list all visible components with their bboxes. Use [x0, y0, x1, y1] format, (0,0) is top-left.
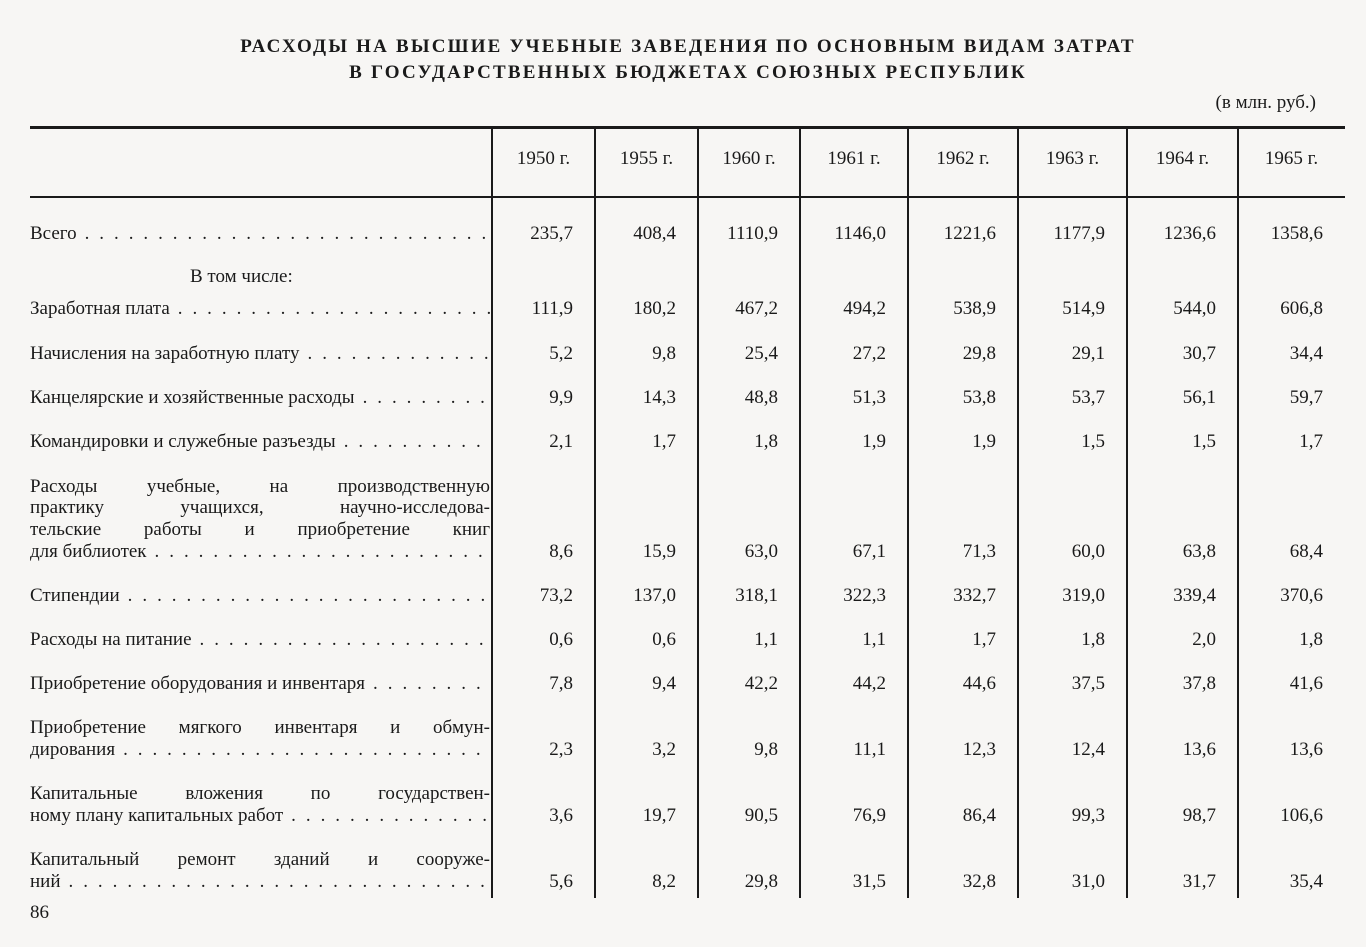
table-cell: 68,4	[1289, 541, 1323, 562]
table-top-rule	[30, 126, 1345, 129]
table-cell: 322,3	[843, 585, 886, 606]
table-cell: 1,1	[754, 629, 778, 650]
table-cell: 14,3	[642, 387, 676, 408]
dot-leader	[344, 431, 490, 453]
table-cell: 180,2	[633, 298, 676, 319]
table-cell: 1,8	[1081, 629, 1105, 650]
column-header: 1964 г.	[1155, 148, 1210, 169]
table-cell: 3,6	[549, 805, 573, 826]
table-cell: 31,0	[1071, 871, 1105, 892]
row-label-text: Капитальные вложения по государствен-	[30, 783, 490, 805]
column-header: 1950 г.	[516, 148, 571, 169]
table-cell: 370,6	[1280, 585, 1323, 606]
table-cell: 12,4	[1071, 739, 1105, 760]
dot-leader	[123, 739, 490, 761]
table-cell: 48,8	[744, 387, 778, 408]
table-cell: 30,7	[1182, 343, 1216, 364]
table-cell: 3,2	[652, 739, 676, 760]
table-cell: 137,0	[633, 585, 676, 606]
table-cell: 63,8	[1182, 541, 1216, 562]
table-cell: 56,1	[1182, 387, 1216, 408]
table-cell: 111,9	[531, 298, 573, 319]
dot-leader	[178, 298, 490, 320]
table-cell: 1146,0	[834, 223, 886, 244]
column-header: 1955 г.	[619, 148, 674, 169]
table-cell: 1,1	[862, 629, 886, 650]
row-label-text: Приобретение оборудования и инвентаря	[30, 673, 366, 694]
table-cell: 1,7	[972, 629, 996, 650]
dot-leader	[128, 585, 490, 607]
table-cell: 5,2	[549, 343, 573, 364]
table-cell: 9,9	[549, 387, 573, 408]
table-cell: 7,8	[549, 673, 573, 694]
row-label-text: Капитальный ремонт зданий и сооруже-	[30, 849, 490, 871]
table-cell: 51,3	[852, 387, 886, 408]
unit-note: (в млн. руб.)	[1215, 92, 1316, 113]
table-cell: 27,2	[852, 343, 886, 364]
table-cell: 494,2	[843, 298, 886, 319]
table-cell: 63,0	[744, 541, 778, 562]
table-cell: 1358,6	[1270, 223, 1323, 244]
table-cell: 106,6	[1280, 805, 1323, 826]
table-cell: 1,5	[1192, 431, 1216, 452]
row-label	[30, 431, 490, 453]
row-label-text: Командировки и служебные разъезды	[30, 431, 336, 452]
header-bottom-rule	[30, 196, 1345, 198]
table-cell: 606,8	[1280, 298, 1323, 319]
table-cell: 0,6	[652, 629, 676, 650]
table-cell: 1,8	[1299, 629, 1323, 650]
table-cell: 86,4	[962, 805, 996, 826]
row-label	[30, 585, 490, 607]
table-cell: 12,3	[962, 739, 996, 760]
table-cell: 1,7	[1299, 431, 1323, 452]
row-label-text: Приобретение мягкого инвентаря и обмун-	[30, 717, 490, 739]
table-cell: 53,8	[962, 387, 996, 408]
row-label	[30, 629, 490, 651]
table-cell: 1,9	[862, 431, 886, 452]
table-cell: 67,1	[852, 541, 886, 562]
row-label-text: Начисления на заработную плату	[30, 343, 300, 364]
table-cell: 9,4	[652, 673, 676, 694]
table-cell: 44,2	[852, 673, 886, 694]
table-cell: 8,6	[549, 541, 573, 562]
column-header: 1963 г.	[1045, 148, 1100, 169]
table-cell: 99,3	[1071, 805, 1105, 826]
table-cell: 235,7	[530, 223, 573, 244]
table-cell: 31,7	[1182, 871, 1216, 892]
table-cell: 538,9	[953, 298, 996, 319]
table-cell: 29,8	[744, 871, 778, 892]
row-label	[30, 343, 490, 365]
table-cell: 1221,6	[943, 223, 996, 244]
row-label-text: Стипендии	[30, 585, 120, 606]
table-cell: 1177,9	[1053, 223, 1105, 244]
table-cell: 1,7	[652, 431, 676, 452]
table-cell: 90,5	[744, 805, 778, 826]
row-label	[30, 298, 490, 320]
table-title-line-1: РАСХОДЫ НА ВЫСШИЕ УЧЕБНЫЕ ЗАВЕДЕНИЯ ПО ОСНОВНЫМ ВИДАМ ЗАТРАТ	[240, 36, 1136, 57]
table-cell: 35,4	[1289, 871, 1323, 892]
row-label-text: Всего	[30, 223, 77, 244]
table-cell: 467,2	[735, 298, 778, 319]
table-cell: 15,9	[642, 541, 676, 562]
table-cell: 13,6	[1289, 739, 1323, 760]
table-cell: 9,8	[652, 343, 676, 364]
table-cell: 60,0	[1071, 541, 1105, 562]
row-label-text: ний	[30, 870, 61, 892]
dot-leader	[85, 223, 490, 245]
row-label	[30, 783, 490, 827]
table-cell: 9,8	[754, 739, 778, 760]
column-header: 1962 г.	[936, 148, 990, 169]
row-label	[30, 223, 490, 245]
table-cell: 8,2	[652, 871, 676, 892]
table-cell: 29,1	[1071, 343, 1105, 364]
table-title-line-2: В ГОСУДАРСТВЕННЫХ БЮДЖЕТАХ СОЮЗНЫХ РЕСПУБЛИК	[349, 62, 1027, 83]
table-cell: 318,1	[735, 585, 778, 606]
table-cell: 2,0	[1192, 629, 1216, 650]
row-label-text: Заработная плата	[30, 298, 170, 319]
row-label	[30, 673, 490, 695]
table-cell: 13,6	[1182, 739, 1216, 760]
table-cell: 1,8	[754, 431, 778, 452]
table-cell: 319,0	[1062, 585, 1105, 606]
table-cell: 53,7	[1071, 387, 1105, 408]
table-cell: 1,9	[972, 431, 996, 452]
row-label-text: практику учащихся, научно-исследова-	[30, 497, 490, 519]
column-header: 1960 г.	[722, 148, 776, 169]
table-cell: 73,2	[539, 585, 573, 606]
table-cell: 37,8	[1182, 673, 1216, 694]
dot-leader	[308, 343, 491, 365]
page-number: 86	[30, 902, 49, 923]
table-cell: 0,6	[549, 629, 573, 650]
table-cell: 59,7	[1289, 387, 1323, 408]
table-cell: 44,6	[962, 673, 996, 694]
table-cell: 1236,6	[1163, 223, 1216, 244]
table-cell: 41,6	[1289, 673, 1323, 694]
table-cell: 71,3	[962, 541, 996, 562]
table-cell: 408,4	[633, 223, 676, 244]
row-label-text: тельские работы и приобретение книг	[30, 519, 490, 541]
column-header: 1961 г.	[827, 148, 881, 169]
dot-leader	[373, 673, 490, 695]
subheading: В том числе:	[190, 266, 293, 287]
table-cell: 11,1	[853, 739, 886, 760]
row-label	[30, 476, 490, 563]
row-label-text: Расходы на питание	[30, 629, 192, 650]
table-cell: 32,8	[962, 871, 996, 892]
table-cell: 1,5	[1081, 431, 1105, 452]
row-label-text: дирования	[30, 738, 116, 760]
table-cell: 2,1	[549, 431, 573, 452]
dot-leader	[291, 805, 490, 827]
table-cell: 19,7	[642, 805, 676, 826]
table-cell: 31,5	[852, 871, 886, 892]
row-label-text: Канцелярские и хозяйственные расходы	[30, 387, 355, 408]
table-cell: 544,0	[1173, 298, 1216, 319]
table-cell: 25,4	[744, 343, 778, 364]
dot-leader	[363, 387, 490, 409]
row-label	[30, 849, 490, 893]
table-cell: 2,3	[549, 739, 573, 760]
row-label	[30, 717, 490, 761]
dot-leader	[69, 871, 490, 893]
table-cell: 5,6	[549, 871, 573, 892]
row-label	[30, 387, 490, 409]
dot-leader	[155, 541, 490, 563]
dot-leader	[200, 629, 490, 651]
table-cell: 98,7	[1182, 805, 1216, 826]
row-label-text: ному плану капитальных работ	[30, 804, 284, 826]
row-label-text: для библиотек	[30, 540, 147, 562]
table-cell: 339,4	[1173, 585, 1216, 606]
table-cell: 34,4	[1289, 343, 1323, 364]
table-cell: 29,8	[962, 343, 996, 364]
table-cell: 42,2	[744, 673, 778, 694]
table-cell: 76,9	[852, 805, 886, 826]
table-cell: 514,9	[1062, 298, 1105, 319]
row-label-text: Расходы учебные, на производственную	[30, 475, 490, 497]
table-cell: 332,7	[953, 585, 996, 606]
table-cell: 37,5	[1071, 673, 1105, 694]
table-cell: 1110,9	[727, 223, 778, 244]
column-header: 1965 г.	[1264, 148, 1319, 169]
